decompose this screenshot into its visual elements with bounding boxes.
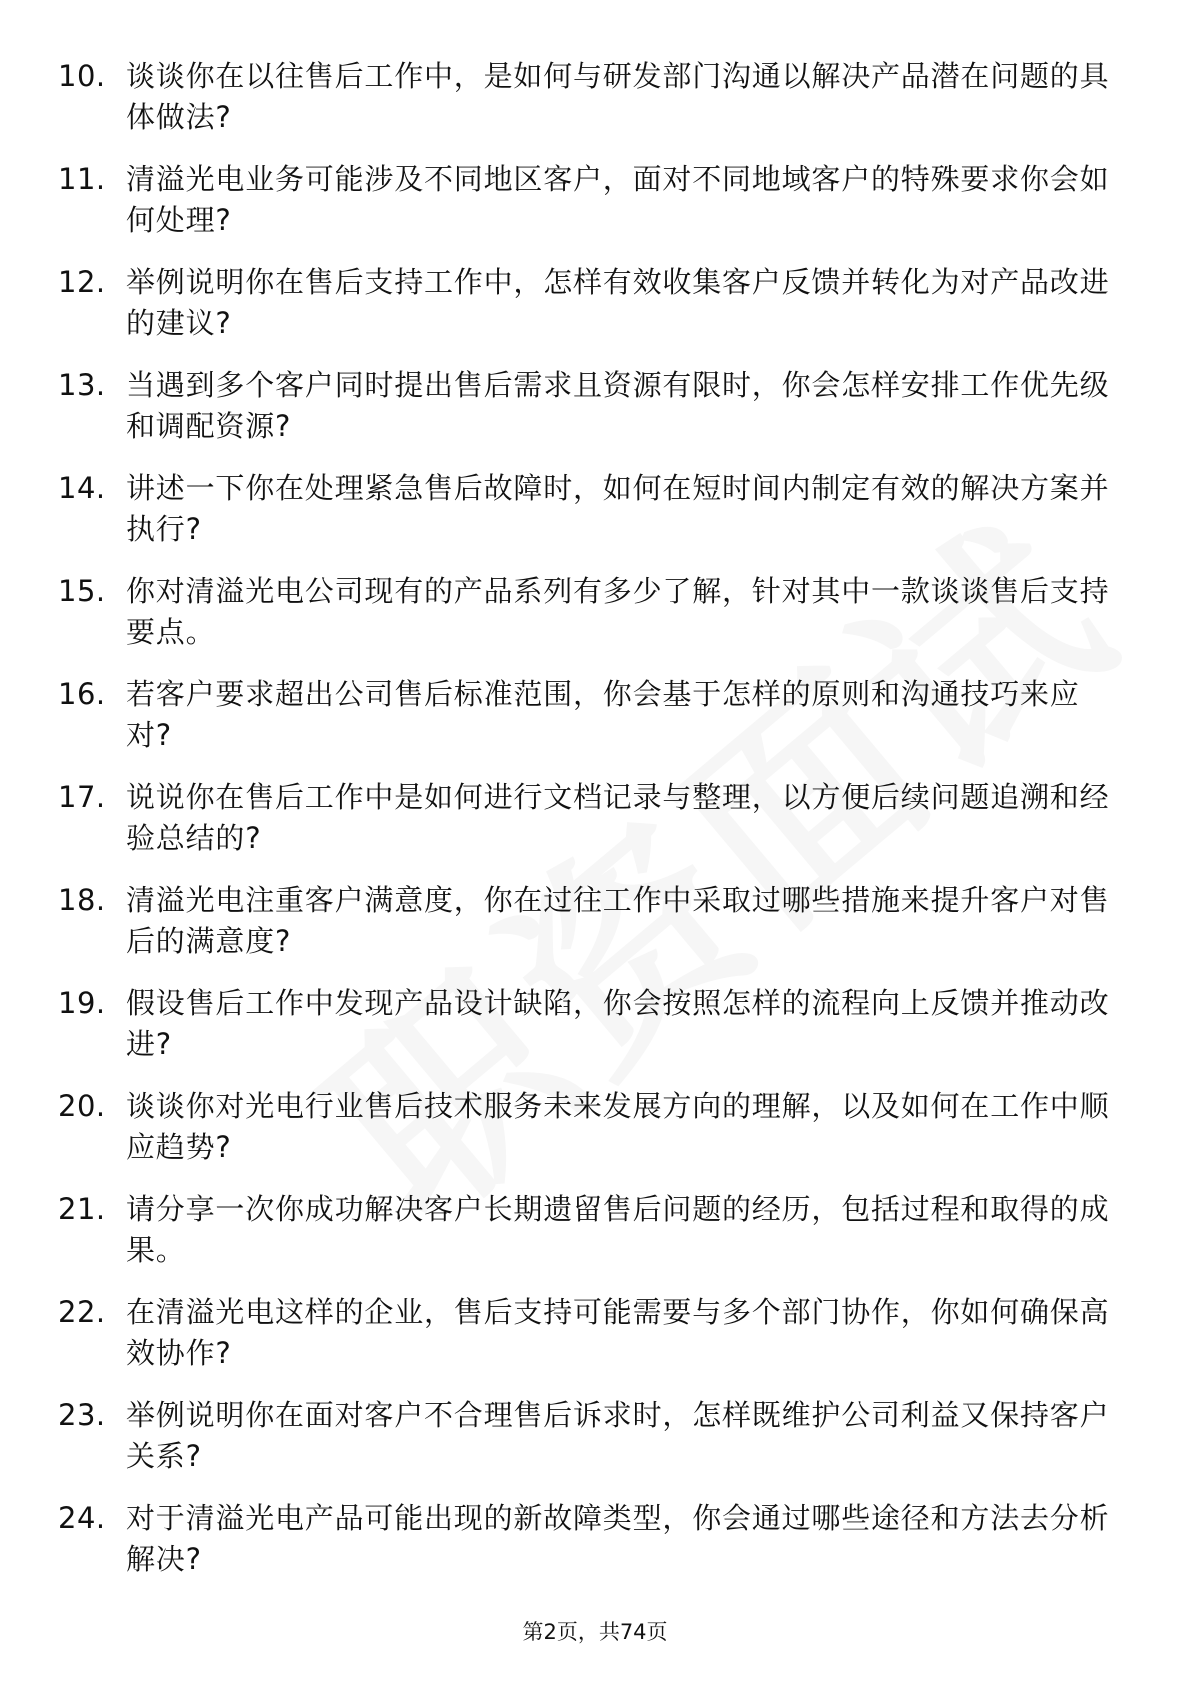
- question-text: 请分享一次你成功解决客户长期遗留售后问题的经历，包括过程和取得的成果。: [126, 1192, 1110, 1267]
- question-item: [58, 1498, 1120, 1601]
- question-number: 20.: [58, 1089, 106, 1123]
- question-number: 16.: [58, 677, 106, 711]
- question-item: [58, 365, 1120, 468]
- question-text: 举例说明你在面对客户不合理售后诉求时，怎样既维护公司利益又保持客户关系?: [126, 1398, 1110, 1473]
- question-text: 说说你在售后工作中是如何进行文档记录与整理，以方便后续问题追溯和经验总结的?: [126, 780, 1110, 855]
- question-item: [58, 468, 1120, 571]
- question-number: 17.: [58, 780, 106, 814]
- question-item: [58, 56, 1120, 159]
- page-footer: 第2页，共74页: [522, 1620, 668, 1644]
- question-number: 10.: [58, 59, 106, 93]
- question-text: 当遇到多个客户同时提出售后需求且资源有限时，你会怎样安排工作优先级和调配资源?: [126, 368, 1110, 443]
- question-number: 11.: [58, 162, 106, 196]
- question-number: 18.: [58, 883, 106, 917]
- question-item: [58, 777, 1120, 880]
- question-text: 假设售后工作中发现产品设计缺陷，你会按照怎样的流程向上反馈并推动改进?: [126, 986, 1110, 1061]
- question-text: 你对清溢光电公司现有的产品系列有多少了解，针对其中一款谈谈售后支持要点。: [126, 574, 1110, 649]
- question-item: [58, 983, 1120, 1086]
- question-number: 13.: [58, 368, 106, 402]
- question-text: 清溢光电业务可能涉及不同地区客户，面对不同地域客户的特殊要求你会如何处理?: [126, 162, 1110, 237]
- question-item: [58, 159, 1120, 262]
- question-item: [58, 262, 1120, 365]
- question-text: 对于清溢光电产品可能出现的新故障类型，你会通过哪些途径和方法去分析解决?: [126, 1501, 1110, 1576]
- question-number: 15.: [58, 574, 106, 608]
- question-text: 在清溢光电这样的企业，售后支持可能需要与多个部门协作，你如何确保高效协作?: [126, 1295, 1110, 1370]
- question-number: 24.: [58, 1501, 106, 1535]
- question-item: [58, 1189, 1120, 1292]
- question-text: 谈谈你对光电行业售后技术服务未来发展方向的理解，以及如何在工作中顺应趋势?: [126, 1089, 1110, 1164]
- question-text: 清溢光电注重客户满意度，你在过往工作中采取过哪些措施来提升客户对售后的满意度?: [126, 883, 1110, 958]
- question-item: [58, 571, 1120, 674]
- question-number: 23.: [58, 1398, 106, 1432]
- question-list: [58, 56, 1120, 1601]
- question-text: 讲述一下你在处理紧急售后故障时，如何在短时间内制定有效的解决方案并执行?: [126, 471, 1110, 546]
- question-number: 19.: [58, 986, 106, 1020]
- question-item: [58, 1395, 1120, 1498]
- question-text: 若客户要求超出公司售后标准范围，你会基于怎样的原则和沟通技巧来应对?: [126, 677, 1080, 752]
- question-item: [58, 1292, 1120, 1395]
- question-number: 22.: [58, 1295, 106, 1329]
- question-number: 21.: [58, 1192, 106, 1226]
- question-text: 谈谈你在以往售后工作中，是如何与研发部门沟通以解决产品潜在问题的具体做法?: [126, 59, 1110, 134]
- question-number: 14.: [58, 471, 106, 505]
- question-number: 12.: [58, 265, 106, 299]
- question-item: [58, 674, 1120, 777]
- question-item: [58, 1086, 1120, 1189]
- question-item: [58, 880, 1120, 983]
- question-text: 举例说明你在售后支持工作中，怎样有效收集客户反馈并转化为对产品改进的建议?: [126, 265, 1110, 340]
